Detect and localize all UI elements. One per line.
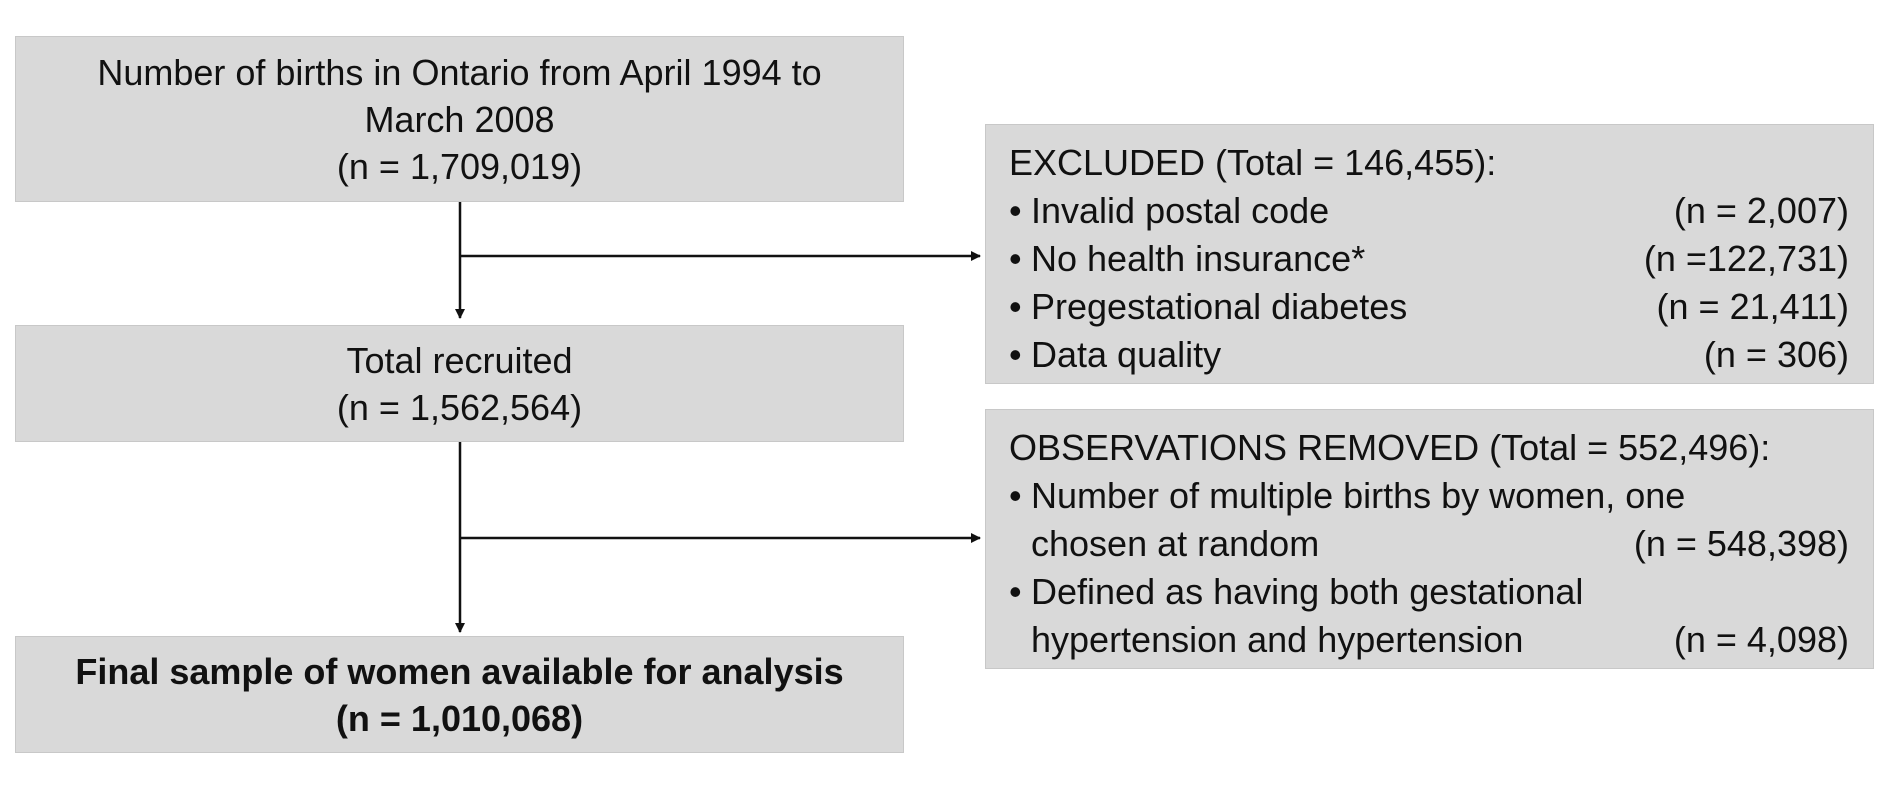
final-count: (n = 1,010,068)	[335, 697, 584, 739]
removed-item	[1009, 568, 1849, 616]
excluded-item-label: Pregestational diabetes	[1031, 286, 1408, 327]
removed-item-line1: Number of multiple births by women, one	[1031, 475, 1686, 516]
recruited-count: (n = 1,562,564)	[336, 386, 583, 428]
births-count: (n = 1,709,019)	[336, 145, 583, 187]
removed-item-line2: hypertension and hypertension	[1031, 619, 1524, 660]
excluded-title: EXCLUDED (Total = 146,455):	[1009, 142, 1497, 183]
excluded-item	[1009, 187, 1849, 235]
births-box	[15, 36, 904, 202]
bullet-marker: •	[1009, 571, 1022, 612]
excluded-item	[1009, 283, 1849, 331]
excluded-item-label: Invalid postal code	[1031, 190, 1330, 231]
removed-item-count: (n = 4,098)	[1673, 619, 1849, 660]
bullet-marker: •	[1009, 238, 1022, 279]
removed-item	[1009, 472, 1849, 520]
excluded-item-label: Data quality	[1031, 334, 1222, 375]
recruited-text: Total recruited	[346, 339, 573, 381]
bullet-marker: •	[1009, 334, 1022, 375]
removed-item-line2: chosen at random	[1031, 523, 1320, 564]
removed-title: OBSERVATIONS REMOVED (Total = 552,496):	[1009, 427, 1771, 468]
bullet-marker: •	[1009, 286, 1022, 327]
removed-box	[985, 409, 1874, 669]
removed-item-count: (n = 548,398)	[1633, 523, 1849, 564]
excluded-item-count: (n = 2,007)	[1673, 190, 1849, 231]
excluded-box	[985, 124, 1874, 384]
excluded-item-count: (n =122,731)	[1643, 238, 1849, 279]
excluded-item	[1009, 235, 1849, 283]
bullet-marker: •	[1009, 190, 1022, 231]
removed-item-continuation	[1009, 520, 1849, 568]
removed-item-continuation	[1009, 616, 1849, 664]
excluded-item-count: (n = 21,411)	[1656, 286, 1849, 327]
births-text-line1: Number of births in Ontario from April 1994 to	[97, 51, 822, 93]
final-box	[15, 636, 904, 753]
recruited-box	[15, 325, 904, 442]
births-text-line2: March 2008	[364, 98, 555, 140]
excluded-item-label: No health insurance*	[1031, 238, 1366, 279]
removed-item-line1: Defined as having both gestational	[1031, 571, 1584, 612]
final-text: Final sample of women available for analysis	[75, 650, 844, 692]
bullet-marker: •	[1009, 475, 1022, 516]
excluded-item	[1009, 331, 1849, 379]
excluded-item-count: (n = 306)	[1703, 334, 1849, 375]
